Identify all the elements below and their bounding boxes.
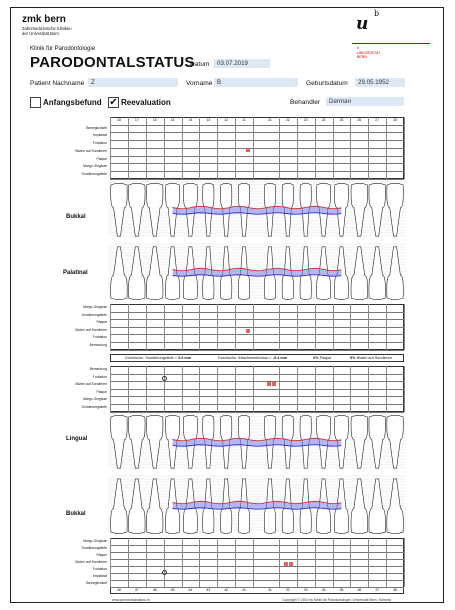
grid-column-line — [297, 538, 298, 587]
row-label: Sondierungstiefe — [81, 312, 107, 317]
tooth-outline — [111, 479, 128, 534]
tooth-number: 37 — [375, 588, 380, 592]
grid-line — [110, 573, 404, 574]
grid-column-line — [315, 304, 316, 350]
upper-buccal-teeth — [108, 182, 406, 236]
grid-column-line — [182, 304, 183, 350]
grid-column-line — [235, 304, 236, 350]
bleeding-marker — [284, 562, 288, 566]
grid-line — [110, 342, 404, 343]
tooth-number: 16 — [152, 118, 157, 122]
tooth-number: 46 — [152, 588, 157, 592]
tooth-number: 47 — [134, 588, 139, 592]
tooth-outline — [146, 479, 163, 534]
bleeding-marker — [246, 148, 250, 152]
nachname-label: Patient Nachname — [30, 80, 85, 87]
tooth-outline — [387, 247, 404, 300]
footer-right: Copyright © 2010 by Klinik für Parodontologie, Universität Bern, Schweiz — [282, 598, 392, 602]
tooth-number: 43 — [206, 588, 211, 592]
tooth-number: 48 — [116, 588, 121, 592]
brand-name: zmk bern — [22, 14, 66, 25]
behandler-label: Behandler — [290, 99, 321, 106]
grid-column-line — [315, 366, 316, 412]
grid-column-line — [350, 304, 351, 350]
bleeding-marker — [246, 329, 250, 333]
grid-column-line — [386, 304, 387, 350]
grid-column-line — [333, 538, 334, 587]
tooth-number: 44 — [188, 588, 193, 592]
row-label: Plaque — [96, 389, 107, 394]
grid-column-line — [386, 366, 387, 412]
tooth-number: 12 — [224, 118, 229, 122]
grid-line — [110, 132, 404, 133]
footer-left: www.parodontalstatus.ch — [112, 598, 150, 602]
grid-column-line — [199, 304, 200, 350]
row-label: Bemerkung — [89, 367, 107, 371]
grid-column-line — [315, 538, 316, 587]
reevaluation-label: Reevaluation — [121, 98, 171, 107]
furcation-circle — [162, 570, 167, 575]
grid-column-line — [164, 304, 165, 350]
stat-plaque-label: Plaque — [319, 356, 332, 360]
stat-st-value: 3.5 mm — [178, 356, 192, 360]
grid-line — [110, 334, 404, 335]
tooth-outline — [369, 247, 386, 300]
stat-at-value: -5.4 mm — [272, 356, 288, 360]
page-title: PARODONTALSTATUS — [30, 54, 195, 71]
grid-column-line — [235, 366, 236, 412]
clinic-name: Klinik für Parodontologie — [30, 46, 96, 52]
row-label: Sondierungstiefe — [81, 546, 107, 550]
grid-column-line — [164, 538, 165, 587]
row-label: Sondierungstiefe — [81, 171, 107, 176]
lingual-label: Lingual — [66, 436, 88, 442]
grid-column-line — [279, 366, 280, 412]
grid-column-line — [279, 117, 280, 179]
grid-column-line — [164, 117, 165, 179]
row-label: Margo Gingivae — [83, 164, 107, 169]
row-label: Margo Gingivae — [83, 397, 107, 402]
reevaluation-checkbox[interactable]: ✔ — [109, 97, 118, 108]
bleeding-marker — [289, 562, 293, 566]
grid-column-line — [350, 538, 351, 587]
grid-line — [110, 179, 404, 180]
grid-column-line — [404, 117, 405, 179]
bleeding-marker — [272, 382, 276, 386]
grid-column-line — [368, 304, 369, 350]
grid-column-line — [110, 117, 111, 179]
grid-column-line — [146, 538, 147, 587]
lower-buccal-teeth — [108, 476, 406, 534]
tooth-number: 23 — [303, 118, 308, 122]
grid-column-line — [297, 117, 298, 179]
grid-column-line — [333, 117, 334, 179]
grid-column-line — [368, 117, 369, 179]
tooth-number: 11 — [242, 118, 246, 122]
grid-column-line — [110, 538, 111, 587]
university-text-line: BERN — [357, 55, 367, 59]
tooth-number: 35 — [339, 588, 344, 592]
grid-column-line — [253, 538, 254, 587]
bukkal-lower-label: Bukkal — [66, 511, 86, 517]
row-label: Plaque — [96, 320, 107, 325]
furcation-circle — [162, 376, 167, 381]
grid-column-line — [253, 304, 254, 350]
row-label: Furkation — [92, 374, 107, 379]
row-label: Plaque — [96, 553, 107, 557]
tooth-number: 15 — [170, 118, 175, 122]
grid-column-line — [128, 366, 129, 412]
row-label: Plaque — [96, 156, 107, 161]
brand-subtitle-line: der Universität Bern — [22, 31, 60, 36]
grid-column-line — [368, 538, 369, 587]
grid-line — [110, 171, 404, 172]
tooth-number: 13 — [206, 118, 211, 122]
row-label: Beweglichkeit — [86, 581, 107, 585]
behandler-field[interactable]: Derman — [326, 97, 404, 106]
row-label: Furkation — [92, 335, 107, 340]
grid-line — [110, 552, 404, 553]
tooth-outline — [111, 415, 128, 468]
grid-column-line — [199, 366, 200, 412]
tooth-outline — [351, 415, 368, 468]
grid-column-line — [297, 366, 298, 412]
grid-line — [110, 125, 404, 126]
tooth-number: 42 — [224, 588, 229, 592]
tooth-number: 33 — [303, 588, 308, 592]
university-logo: u — [356, 14, 369, 34]
grid-column-line — [128, 304, 129, 350]
row-label: Bluten auf Sondieren — [75, 148, 107, 153]
row-label: Bluten auf Sondieren — [75, 382, 107, 387]
tooth-number: 26 — [357, 118, 362, 122]
grid-column-line — [217, 366, 218, 412]
anfangsbefund-label: Anfangsbefund — [43, 98, 102, 107]
brand-subtitle-line: Zahnmedizinische Kliniken — [22, 26, 72, 31]
vorname-field[interactable]: B — [214, 78, 298, 87]
stat-bop-value: 5% — [350, 356, 356, 360]
tooth-outline — [351, 479, 368, 534]
grid-column-line — [128, 117, 129, 179]
grid-column-line — [146, 304, 147, 350]
tooth-number: 41 — [242, 588, 247, 592]
tooth-number: 21 — [267, 118, 272, 122]
grid-column-line — [217, 117, 218, 179]
tooth-outline — [146, 415, 163, 468]
row-label: Furkation — [92, 567, 107, 571]
row-label: Beweglichkeit — [86, 125, 107, 130]
row-label: Margo Gingivae — [83, 305, 107, 309]
geburtsdatum-field[interactable]: 29.05.1952 — [355, 78, 405, 87]
tooth-number: 25 — [339, 118, 344, 122]
tooth-outline — [369, 479, 386, 534]
grid-column-line — [199, 538, 200, 587]
grid-column-line — [217, 304, 218, 350]
grid-line — [110, 140, 404, 141]
row-label: Sondierungstiefe — [81, 405, 107, 409]
stat-bop-label: Bluten auf Sondieren — [356, 356, 393, 360]
grid-column-line — [182, 117, 183, 179]
lower-lingual-teeth — [108, 414, 406, 468]
row-label: Margo Gingivae — [83, 539, 107, 543]
grid-line — [110, 327, 404, 328]
grid-column-line — [368, 366, 369, 412]
grid-column-line — [128, 538, 129, 587]
grid-column-line — [350, 366, 351, 412]
grid-line — [110, 412, 404, 413]
row-label: Bemerkung — [89, 343, 107, 347]
tooth-outline — [387, 183, 404, 236]
grid-column-line — [253, 366, 254, 412]
grid-column-line — [404, 304, 405, 350]
tooth-number: 31 — [267, 588, 272, 592]
stat-plaque-value: 0% — [313, 356, 319, 360]
tooth-number: 34 — [321, 588, 326, 592]
grid-column-line — [315, 117, 316, 179]
grid-column-line — [386, 117, 387, 179]
grid-line — [110, 566, 404, 567]
stat-at-label: Durchschn. Attachmentniveau = — [218, 356, 272, 360]
grid-column-line — [182, 538, 183, 587]
tooth-outline — [351, 183, 368, 236]
vorname-label: Vorname — [186, 80, 213, 87]
tooth-number: 45 — [170, 588, 175, 592]
row-label: Implantat — [93, 133, 107, 138]
tooth-number: 24 — [321, 118, 326, 122]
tooth-number: 28 — [393, 118, 398, 122]
grid-line — [110, 163, 404, 164]
grid-line — [110, 381, 404, 382]
grid-line — [110, 545, 404, 546]
grid-column-line — [297, 304, 298, 350]
grid-column-line — [235, 538, 236, 587]
grid-column-line — [235, 117, 236, 179]
grid-column-line — [386, 538, 387, 587]
tooth-outline — [351, 247, 368, 300]
tooth-outline — [111, 183, 128, 236]
grid-column-line — [182, 366, 183, 412]
tooth-number: 27 — [375, 118, 380, 122]
tooth-outline — [129, 247, 146, 300]
grid-column-line — [350, 117, 351, 179]
tooth-outline — [146, 183, 163, 236]
grid-column-line — [199, 117, 200, 179]
datum-field[interactable]: 03.07.2019 — [214, 59, 270, 68]
nachname-field[interactable]: Z — [88, 78, 178, 87]
tooth-outline — [129, 415, 146, 468]
datum-label: Datum — [190, 61, 210, 68]
grid-column-line — [279, 304, 280, 350]
grid-line — [110, 312, 404, 313]
tooth-number: 32 — [285, 588, 290, 592]
bukkal-upper-label: Bukkal — [66, 214, 86, 220]
grid-column-line — [217, 538, 218, 587]
bleeding-marker — [267, 382, 271, 386]
grid-line — [110, 350, 404, 351]
grid-column-line — [146, 366, 147, 412]
tooth-outline — [146, 247, 163, 300]
tooth-number: 36 — [357, 588, 362, 592]
grid-line — [110, 374, 404, 375]
grid-line — [110, 580, 404, 581]
grid-column-line — [253, 117, 254, 179]
grid-line — [110, 156, 404, 157]
tooth-number: 22 — [285, 118, 290, 122]
grid-column-line — [279, 538, 280, 587]
stat-st-label: Durchschn. Sondierungstiefe = — [125, 356, 178, 360]
tooth-number: 14 — [188, 118, 193, 122]
university-text-line: UNIVERSITÄT — [357, 50, 381, 55]
tooth-outline — [129, 479, 146, 534]
tooth-outline — [369, 415, 386, 468]
upper-palatal-teeth — [108, 244, 406, 300]
row-label: Bluten auf Sondieren — [75, 560, 107, 564]
university-text-line: b — [357, 46, 359, 50]
tooth-number: 38 — [393, 588, 398, 592]
grid-column-line — [333, 304, 334, 350]
tooth-outline — [387, 415, 404, 468]
grid-line — [110, 319, 404, 320]
university-logo-sup: b — [374, 9, 380, 18]
geburtsdatum-label: Geburtsdatum — [306, 80, 348, 87]
row-label: Bluten auf Sondieren — [75, 327, 107, 332]
grid-column-line — [333, 366, 334, 412]
tooth-outline — [111, 247, 128, 300]
grid-line — [110, 389, 404, 390]
grid-column-line — [404, 366, 405, 412]
grid-column-line — [404, 538, 405, 587]
grid-column-line — [164, 366, 165, 412]
tooth-number: 17 — [134, 118, 139, 122]
row-label: Implantat — [93, 574, 107, 578]
grid-column-line — [110, 366, 111, 412]
grid-line — [110, 559, 404, 560]
tooth-outline — [129, 183, 146, 236]
grid-line — [110, 396, 404, 397]
palatinal-label: Palatinal — [63, 270, 88, 276]
row-label: Furkation — [92, 141, 107, 146]
grid-line — [110, 404, 404, 405]
grid-column-line — [146, 117, 147, 179]
tooth-outline — [369, 183, 386, 236]
tooth-number: 18 — [116, 118, 121, 122]
grid-line — [110, 148, 404, 149]
grid-column-line — [110, 304, 111, 350]
tooth-outline — [387, 479, 404, 534]
